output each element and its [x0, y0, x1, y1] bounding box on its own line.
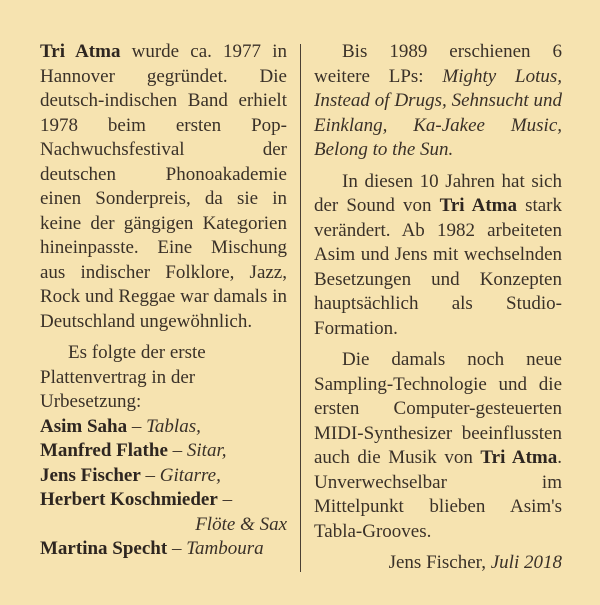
- intro-paragraph: [40, 40, 287, 334]
- lps-text: Bis 1989 erschienen 6 weitere LPs:: [314, 41, 562, 87]
- member-name: Herbert Koschmieder: [40, 489, 218, 510]
- sound-text-end: stark verändert. Ab 1982 arbeiteten Asim und Jens mit wechselnden Besetzungen und Konzepten hauptsächlich als Studio-Formation.: [314, 195, 563, 339]
- band-name: Tri Atma: [40, 41, 121, 62]
- member-name: Asim Saha: [40, 415, 128, 437]
- lp-titles: Mighty Lotus, Instead of Drugs, Sehnsucht und Einklang, Ka-Jakee Music, Belong to the Sun.: [314, 65, 562, 160]
- member-separator: –: [217, 489, 233, 510]
- technology-paragraph: [314, 348, 562, 544]
- sound-text-start: In diesen 10 Jahren hat sich der Sound von: [314, 170, 562, 216]
- technology-text-start: Die damals noch neue Sampling-Technologie und die ersten Computer-gesteuerten MIDI-Synthesizer beeinflussten auch die Musik von: [314, 349, 562, 468]
- member-separator: –: [167, 538, 187, 559]
- member-item: [40, 415, 287, 440]
- member-instrument: Tamboura: [186, 538, 264, 559]
- member-instrument: Tablas,: [146, 415, 201, 437]
- member-item: [40, 464, 287, 489]
- member-item: [40, 488, 287, 513]
- member-instrument: Flöte & Sax: [195, 513, 287, 535]
- signature: [314, 551, 562, 576]
- member-item: [40, 537, 287, 562]
- technology-text-end: . Unverwechselbar im Mittelpunkt blieben Asim's Tabla-Grooves.: [314, 447, 562, 542]
- member-separator: –: [140, 464, 160, 486]
- member-separator: –: [167, 440, 187, 461]
- member-separator: –: [127, 415, 147, 437]
- signature-date: Juli 2018: [490, 552, 562, 573]
- member-name: Jens Fischer: [40, 464, 141, 486]
- lps-paragraph: [314, 40, 562, 163]
- band-name: Tri Atma: [480, 447, 558, 468]
- intro-text: wurde ca. 1977 in Hannover gegründet. Die deutsch-indischen Band erhielt 1978 beim ersten Pop-Nachwuchsfestival der deutschen Phonoakademie einen Sonderpreis, da sie in keine der gängigen Kategorien hineinpasste. Eine Mischung aus indischer Folklore, Jazz, Rock und Reggae war damals in Deutschland ungewöhnlich.: [40, 41, 287, 332]
- member-instrument: Gitarre,: [159, 464, 221, 486]
- member-list: [40, 415, 287, 562]
- lineup-intro: Es folgte der erste Plattenvertrag in der Urbesetzung:: [40, 342, 206, 412]
- right-column: [314, 40, 562, 576]
- sound-paragraph: [314, 170, 562, 342]
- member-name: Manfred Flathe: [40, 440, 168, 461]
- signature-name: Jens Fischer,: [388, 552, 486, 573]
- column-divider: [300, 44, 301, 572]
- member-instrument-line: [40, 513, 287, 538]
- member-item: [40, 439, 287, 464]
- member-name: Martina Specht: [40, 538, 168, 559]
- band-name: Tri Atma: [439, 195, 517, 216]
- left-column: [40, 40, 287, 562]
- member-instrument: Sitar,: [186, 440, 227, 461]
